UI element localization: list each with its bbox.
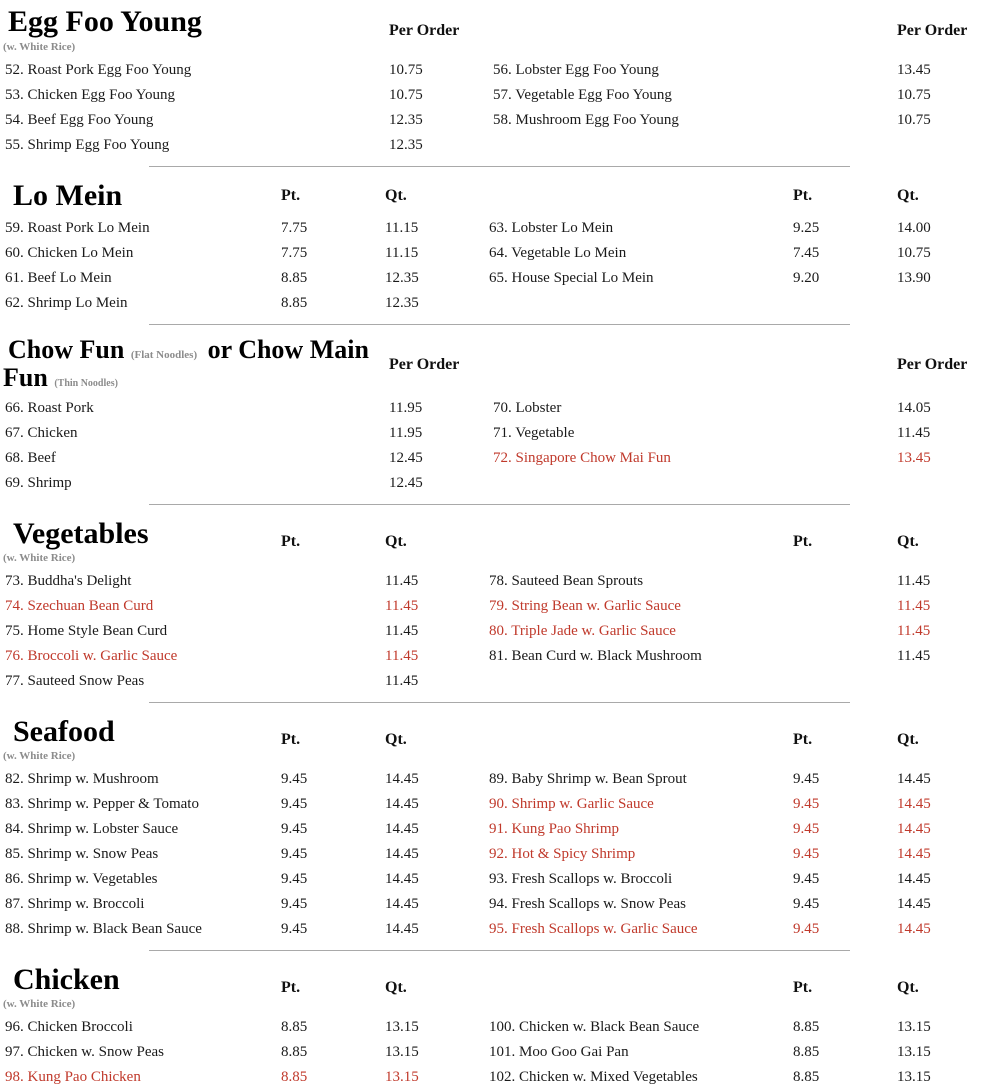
menu-item-price-pt: 9.45 bbox=[793, 896, 820, 912]
menu-item-price-pt: 9.45 bbox=[281, 821, 308, 837]
menu-item-price-qt: 14.45 bbox=[897, 796, 931, 812]
menu-item-name: 71. Vegetable bbox=[493, 425, 575, 441]
menu-item-name: 102. Chicken w. Mixed Vegetables bbox=[489, 1069, 698, 1085]
price-header-per-order-left: Per Order bbox=[389, 22, 460, 39]
menu-item-price-price: 14.05 bbox=[897, 400, 931, 416]
menu-item-price-pt: 8.85 bbox=[281, 1044, 308, 1060]
menu-item-name: 52. Roast Pork Egg Foo Young bbox=[5, 62, 192, 78]
qt-header-right: Qt. bbox=[897, 187, 919, 204]
menu-item-name: 87. Shrimp w. Broccoli bbox=[5, 896, 145, 912]
menu-item-price-pt: 9.45 bbox=[281, 796, 308, 812]
section-title-vegetables: Vegetables bbox=[13, 517, 149, 550]
menu-item-price-qt: 14.45 bbox=[897, 846, 931, 862]
menu-item-name: 61. Beef Lo Mein bbox=[5, 270, 112, 286]
menu-item-price-qt: 14.45 bbox=[385, 921, 419, 937]
section-subtitle: (w. White Rice) bbox=[3, 998, 76, 1010]
section-title-chow-fun-line2 bbox=[3, 364, 118, 398]
menu-item-price-pt: 8.85 bbox=[281, 270, 308, 286]
menu-item-name: 94. Fresh Scallops w. Snow Peas bbox=[489, 896, 686, 912]
menu-item-price-pt: 8.85 bbox=[793, 1044, 820, 1060]
menu-item-price-qt: 11.15 bbox=[385, 245, 419, 261]
qt-header-left: Qt. bbox=[385, 731, 407, 748]
menu-item-price-qt: 14.45 bbox=[385, 821, 419, 837]
menu-item-price-price: 12.45 bbox=[389, 475, 423, 491]
menu-item-price-pt: 8.85 bbox=[793, 1019, 820, 1035]
section-divider bbox=[149, 702, 850, 703]
menu-item-price-qt: 10.75 bbox=[897, 245, 931, 261]
menu-item-name: 53. Chicken Egg Foo Young bbox=[5, 87, 176, 103]
menu-item-price-pt: 7.45 bbox=[793, 245, 820, 261]
menu-item-price-qt: 11.45 bbox=[385, 573, 419, 589]
menu-item-price-price: 10.75 bbox=[897, 87, 931, 103]
section-subtitle: (w. White Rice) bbox=[3, 41, 76, 53]
menu-item-price-price: 13.45 bbox=[897, 62, 931, 78]
menu-item-price-qt: 11.45 bbox=[897, 573, 931, 589]
menu-item-price-qt: 11.45 bbox=[385, 648, 419, 664]
menu-item-name: 98. Kung Pao Chicken bbox=[5, 1069, 141, 1085]
menu-item-price-qt: 13.15 bbox=[385, 1069, 419, 1085]
menu-item-price-pt: 7.75 bbox=[281, 245, 308, 261]
menu-item-price-pt: 9.45 bbox=[793, 771, 820, 787]
menu-item-price-qt: 13.15 bbox=[897, 1019, 931, 1035]
menu-item-name: 70. Lobster bbox=[493, 400, 562, 416]
price-header-per-order-right: Per Order bbox=[897, 22, 968, 39]
menu-item-price-price: 13.45 bbox=[897, 450, 931, 466]
menu-item-price-pt: 9.45 bbox=[281, 896, 308, 912]
menu-item-name: 79. String Bean w. Garlic Sauce bbox=[489, 598, 681, 614]
menu-item-price-qt: 11.45 bbox=[897, 623, 931, 639]
menu-item-price-qt: 11.45 bbox=[385, 598, 419, 614]
menu-item-price-qt: 12.35 bbox=[385, 270, 419, 286]
menu-item-price-qt: 11.45 bbox=[897, 598, 931, 614]
menu-item-price-qt: 14.45 bbox=[897, 896, 931, 912]
menu-item-name: 63. Lobster Lo Mein bbox=[489, 220, 614, 236]
menu-item-price-price: 12.35 bbox=[389, 112, 423, 128]
menu-item-name: 65. House Special Lo Mein bbox=[489, 270, 654, 286]
pt-header-right: Pt. bbox=[793, 533, 813, 550]
menu-item-price-pt: 8.85 bbox=[281, 295, 308, 311]
menu-item-price-qt: 13.15 bbox=[897, 1044, 931, 1060]
menu-item-name: 97. Chicken w. Snow Peas bbox=[5, 1044, 165, 1060]
menu-item-price-price: 11.95 bbox=[389, 425, 423, 441]
pt-header-left: Pt. bbox=[281, 533, 301, 550]
section-title-egg-foo-young: Egg Foo Young bbox=[8, 5, 202, 38]
menu-item-price-pt: 9.45 bbox=[281, 871, 308, 887]
menu-item-name: 86. Shrimp w. Vegetables bbox=[5, 871, 158, 887]
menu-item-name: 100. Chicken w. Black Bean Sauce bbox=[489, 1019, 700, 1035]
menu-item-price-price: 12.35 bbox=[389, 137, 423, 153]
menu-item-price-qt: 14.45 bbox=[385, 896, 419, 912]
menu-item-name: 83. Shrimp w. Pepper & Tomato bbox=[5, 796, 199, 812]
menu-item-price-pt: 9.45 bbox=[793, 871, 820, 887]
section-subtitle: (w. White Rice) bbox=[3, 750, 76, 762]
menu-item-name: 85. Shrimp w. Snow Peas bbox=[5, 846, 159, 862]
menu-item-name: 88. Shrimp w. Black Bean Sauce bbox=[5, 921, 202, 937]
menu-item-name: 92. Hot & Spicy Shrimp bbox=[489, 846, 636, 862]
menu-item-name: 93. Fresh Scallops w. Broccoli bbox=[489, 871, 673, 887]
menu-item-price-qt: 14.45 bbox=[385, 796, 419, 812]
section-subtitle: (w. White Rice) bbox=[3, 552, 76, 564]
menu-item-name: 74. Szechuan Bean Curd bbox=[5, 598, 154, 614]
menu-item-name: 56. Lobster Egg Foo Young bbox=[493, 62, 659, 78]
menu-item-name: 91. Kung Pao Shrimp bbox=[489, 821, 620, 837]
pt-header-left: Pt. bbox=[281, 731, 301, 748]
price-header-per-order-right: Per Order bbox=[897, 356, 968, 373]
menu-item-name: 67. Chicken bbox=[5, 425, 78, 441]
menu-item-price-qt: 13.15 bbox=[385, 1044, 419, 1060]
menu-item-name: 95. Fresh Scallops w. Garlic Sauce bbox=[489, 921, 698, 937]
section-divider bbox=[149, 166, 850, 167]
menu-item-price-qt: 13.15 bbox=[897, 1069, 931, 1085]
pt-header-left: Pt. bbox=[281, 187, 301, 204]
menu-item-name: 55. Shrimp Egg Foo Young bbox=[5, 137, 170, 153]
title-or-chow-main: or Chow Main bbox=[207, 335, 369, 364]
menu-item-price-qt: 14.45 bbox=[897, 921, 931, 937]
menu-item-price-pt: 9.45 bbox=[793, 846, 820, 862]
pt-header-right: Pt. bbox=[793, 731, 813, 748]
section-divider bbox=[149, 504, 850, 505]
menu-item-name: 68. Beef bbox=[5, 450, 56, 466]
qt-header-right: Qt. bbox=[897, 979, 919, 996]
menu-item-name: 54. Beef Egg Foo Young bbox=[5, 112, 154, 128]
menu-item-price-pt: 9.45 bbox=[281, 771, 308, 787]
menu-item-price-price: 11.95 bbox=[389, 400, 423, 416]
menu-item-price-qt: 11.15 bbox=[385, 220, 419, 236]
menu-item-price-qt: 13.90 bbox=[897, 270, 931, 286]
price-header-per-order-left: Per Order bbox=[389, 356, 460, 373]
menu-item-price-pt: 9.45 bbox=[793, 921, 820, 937]
title-fun: Fun bbox=[3, 363, 48, 392]
section-title-seafood: Seafood bbox=[13, 715, 115, 748]
menu-item-price-pt: 8.85 bbox=[281, 1069, 308, 1085]
menu-item-price-qt: 11.45 bbox=[385, 673, 419, 689]
menu-item-price-qt: 14.45 bbox=[385, 771, 419, 787]
menu-item-name: 81. Bean Curd w. Black Mushroom bbox=[489, 648, 702, 664]
qt-header-right: Qt. bbox=[897, 533, 919, 550]
menu-item-price-pt: 9.20 bbox=[793, 270, 820, 286]
qt-header-left: Qt. bbox=[385, 187, 407, 204]
menu-item-price-price: 10.75 bbox=[389, 87, 423, 103]
pt-header-right: Pt. bbox=[793, 979, 813, 996]
menu-item-name: 84. Shrimp w. Lobster Sauce bbox=[5, 821, 179, 837]
menu-item-name: 77. Sauteed Snow Peas bbox=[5, 673, 145, 689]
menu-item-price-price: 10.75 bbox=[389, 62, 423, 78]
menu-item-price-pt: 9.45 bbox=[793, 821, 820, 837]
menu-item-name: 90. Shrimp w. Garlic Sauce bbox=[489, 796, 654, 812]
menu-item-name: 58. Mushroom Egg Foo Young bbox=[493, 112, 679, 128]
section-divider bbox=[149, 324, 850, 325]
menu-item-price-pt: 9.45 bbox=[793, 796, 820, 812]
menu-item-price-pt: 9.45 bbox=[281, 921, 308, 937]
menu-item-name: 101. Moo Goo Gai Pan bbox=[489, 1044, 629, 1060]
menu-item-name: 82. Shrimp w. Mushroom bbox=[5, 771, 159, 787]
pt-header-left: Pt. bbox=[281, 979, 301, 996]
menu-item-name: 75. Home Style Bean Curd bbox=[5, 623, 168, 639]
menu-item-name: 57. Vegetable Egg Foo Young bbox=[493, 87, 672, 103]
menu-item-price-qt: 14.45 bbox=[897, 771, 931, 787]
menu-item-price-qt: 14.45 bbox=[385, 846, 419, 862]
menu-item-price-qt: 12.35 bbox=[385, 295, 419, 311]
pt-header-right: Pt. bbox=[793, 187, 813, 204]
menu-item-name: 66. Roast Pork bbox=[5, 400, 94, 416]
menu-item-price-price: 12.45 bbox=[389, 450, 423, 466]
menu-item-price-pt: 9.25 bbox=[793, 220, 820, 236]
menu-item-price-pt: 8.85 bbox=[793, 1069, 820, 1085]
menu-item-price-qt: 11.45 bbox=[897, 648, 931, 664]
menu-item-name: 78. Sauteed Bean Sprouts bbox=[489, 573, 644, 589]
section-title-lo-mein: Lo Mein bbox=[13, 179, 123, 212]
menu-item-name: 60. Chicken Lo Mein bbox=[5, 245, 134, 261]
menu-item-name: 59. Roast Pork Lo Mein bbox=[5, 220, 150, 236]
menu-item-name: 89. Baby Shrimp w. Bean Sprout bbox=[489, 771, 687, 787]
menu-item-name: 69. Shrimp bbox=[5, 475, 72, 491]
menu-item-price-price: 10.75 bbox=[897, 112, 931, 128]
menu-item-name: 62. Shrimp Lo Mein bbox=[5, 295, 128, 311]
menu-item-price-qt: 14.45 bbox=[385, 871, 419, 887]
menu-item-price-qt: 14.00 bbox=[897, 220, 931, 236]
menu-item-name: 96. Chicken Broccoli bbox=[5, 1019, 133, 1035]
menu-item-name: 80. Triple Jade w. Garlic Sauce bbox=[489, 623, 676, 639]
section-title-chicken: Chicken bbox=[13, 963, 120, 996]
title-chow-fun: Chow Fun bbox=[8, 335, 125, 364]
menu-item-price-qt: 11.45 bbox=[385, 623, 419, 639]
section-divider bbox=[149, 950, 850, 951]
note-flat-noodles: (Flat Noodles) bbox=[130, 349, 198, 361]
qt-header-left: Qt. bbox=[385, 533, 407, 550]
menu-item-name: 73. Buddha's Delight bbox=[5, 573, 132, 589]
qt-header-left: Qt. bbox=[385, 979, 407, 996]
menu-item-price-qt: 14.45 bbox=[897, 821, 931, 837]
menu-item-name: 64. Vegetable Lo Mein bbox=[489, 245, 627, 261]
qt-header-right: Qt. bbox=[897, 731, 919, 748]
menu-item-name: 72. Singapore Chow Mai Fun bbox=[493, 450, 671, 466]
menu-item-price-pt: 8.85 bbox=[281, 1019, 308, 1035]
menu-item-price-pt: 7.75 bbox=[281, 220, 308, 236]
note-thin-noodles: (Thin Noodles) bbox=[54, 378, 118, 389]
menu-item-name: 76. Broccoli w. Garlic Sauce bbox=[5, 648, 178, 664]
menu-item-price-price: 11.45 bbox=[897, 425, 931, 441]
menu-item-price-qt: 14.45 bbox=[897, 871, 931, 887]
menu-item-price-qt: 13.15 bbox=[385, 1019, 419, 1035]
menu-item-price-pt: 9.45 bbox=[281, 846, 308, 862]
